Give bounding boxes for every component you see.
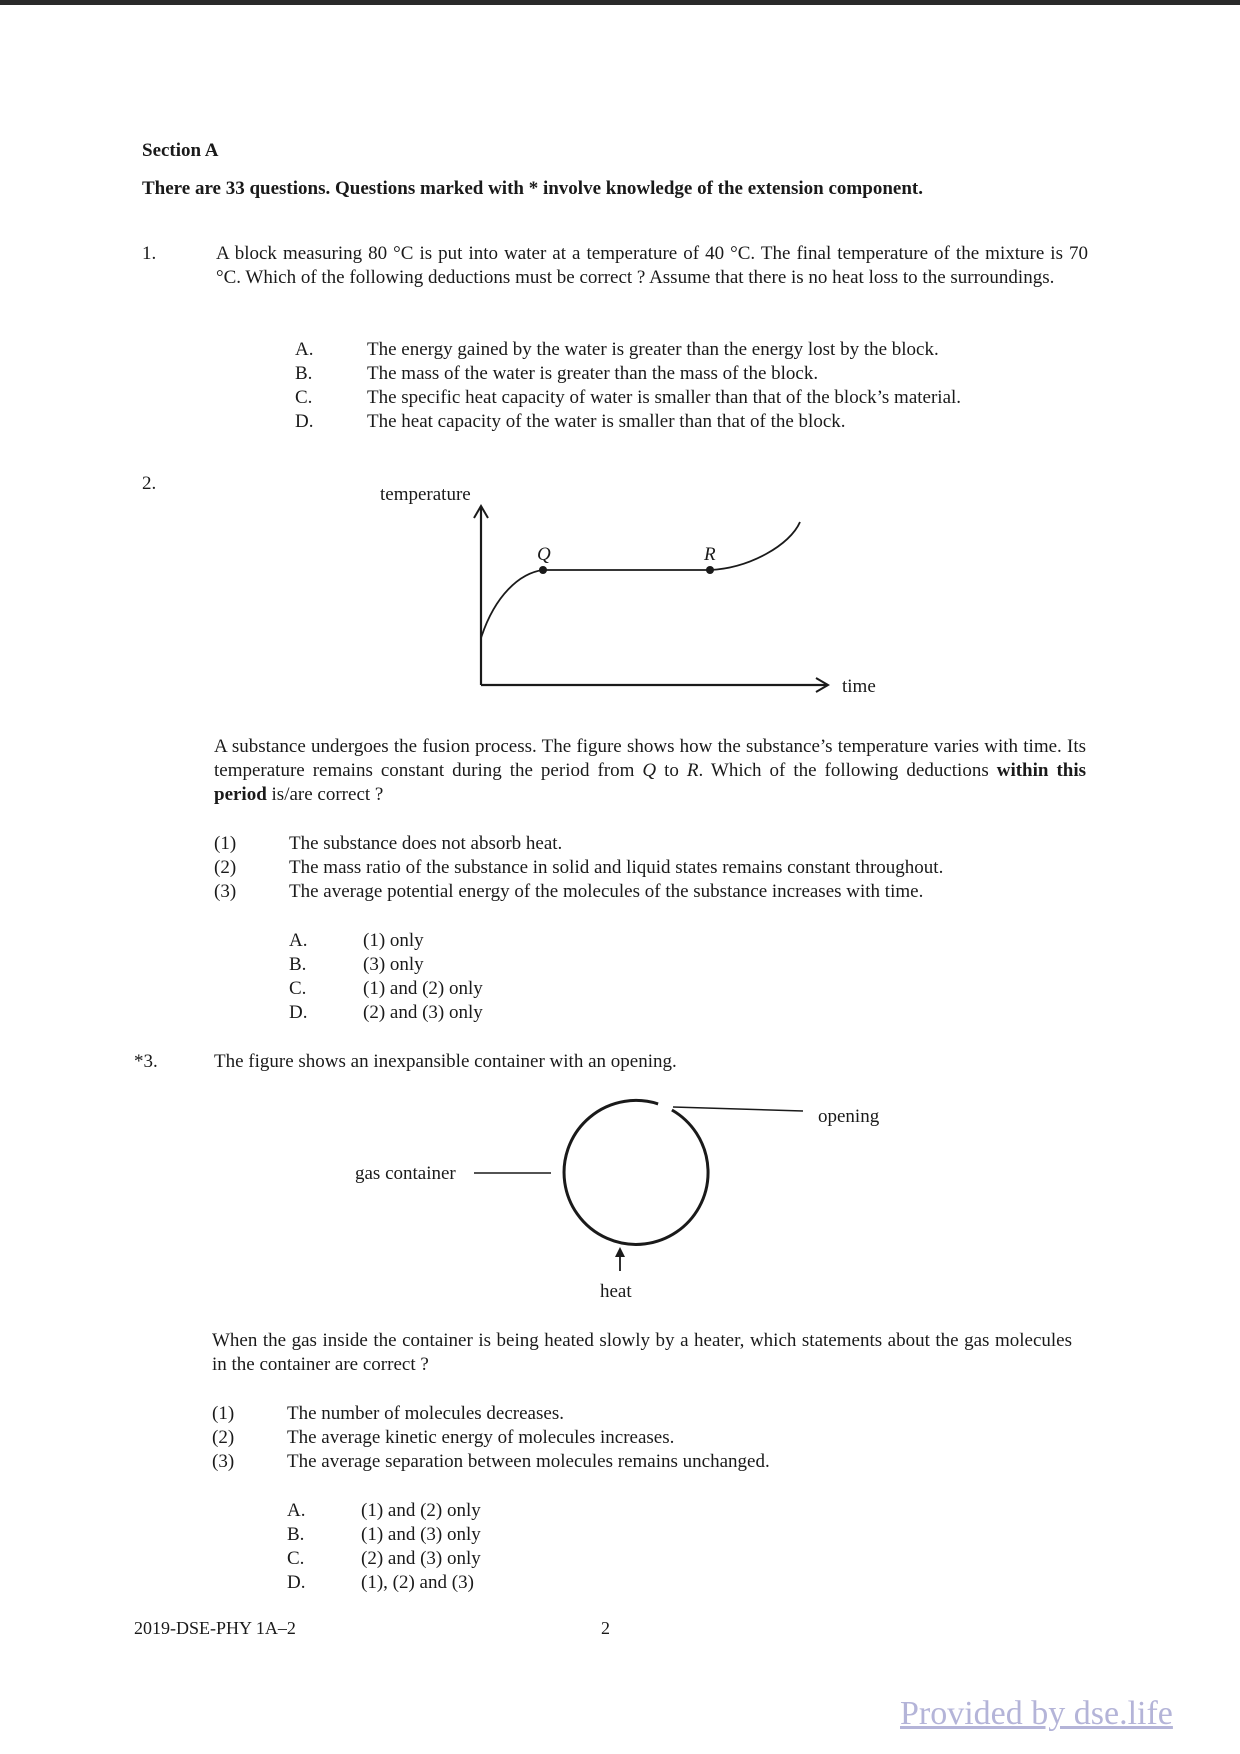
option-text: (1) and (3) only — [361, 1524, 481, 1545]
heat-arrow-head — [615, 1247, 625, 1257]
x-axis-label: time — [842, 676, 876, 697]
option-text: The energy gained by the water is greater than the energy lost by the block. — [367, 339, 939, 360]
question-stem: A block measuring 80 °C is put into water at a temperature of 40 °C. The final temperature of the mixture is 70 °C. Which of the following deductions must be correct ? Assume that there is no heat loss to the surroundings. — [216, 243, 1088, 288]
point-q-marker — [539, 566, 547, 574]
statement-text: The substance does not absorb heat. — [289, 833, 563, 854]
option-text: The specific heat capacity of water is smaller than that of the block’s material. — [367, 387, 962, 408]
option-letter: C. — [295, 387, 313, 408]
option-text: (1), (2) and (3) — [361, 1572, 474, 1593]
stem-text: A substance undergoes the fusion process. The figure shows how the substance’s temperature varies with time. Its temperature remains constant during the period from — [214, 736, 1086, 781]
option-letter: A. — [287, 1500, 306, 1521]
watermark-link[interactable]: Provided by dse.life — [900, 1695, 1173, 1732]
question-stem — [214, 735, 1086, 807]
statement-number: (1) — [214, 833, 237, 854]
y-axis-label: temperature — [380, 484, 471, 505]
option-text: (1) only — [363, 930, 424, 951]
option-text: (2) and (3) only — [363, 1002, 483, 1023]
option-text: The heat capacity of the water is smaller than that of the block. — [367, 411, 846, 432]
stem-r: R — [686, 760, 699, 781]
stem-text: . Which of the following deductions — [698, 760, 997, 781]
option-letter: A. — [289, 930, 308, 951]
opening-label: opening — [818, 1106, 880, 1127]
option-letter: D. — [287, 1572, 306, 1593]
option-letter: C. — [289, 978, 307, 999]
paper-code: 2019-DSE-PHY 1A–2 — [134, 1618, 296, 1638]
statement-number: (2) — [214, 857, 237, 878]
statement-number: (3) — [214, 881, 237, 902]
question-number: 1. — [142, 243, 157, 264]
option-letter: A. — [295, 339, 314, 360]
statement-text: The average kinetic energy of molecules increases. — [287, 1427, 675, 1448]
option-letter: C. — [287, 1548, 305, 1569]
option-text: (1) and (2) only — [361, 1500, 481, 1521]
option-text: (2) and (3) only — [361, 1548, 481, 1569]
question-intro: The figure shows an inexpansible container with an opening. — [214, 1051, 677, 1072]
section-title: Section A — [142, 140, 219, 161]
stem-text: to — [656, 760, 687, 781]
heating-curve — [481, 522, 800, 638]
statement-number: (1) — [212, 1403, 235, 1424]
option-text: The mass of the water is greater than the mass of the block. — [367, 363, 819, 384]
statement-text: The mass ratio of the substance in solid and liquid states remains constant throughout. — [289, 857, 944, 878]
option-letter: D. — [295, 411, 314, 432]
point-q-label: Q — [537, 544, 551, 565]
option-letter: B. — [287, 1524, 305, 1545]
option-letter: B. — [295, 363, 313, 384]
statement-number: (3) — [212, 1451, 235, 1472]
option-letter: D. — [289, 1002, 308, 1023]
top-edge-line — [0, 0, 1240, 5]
temperature-time-graph — [370, 470, 900, 710]
page-number: 2 — [601, 1618, 610, 1638]
stem-q: Q — [642, 760, 657, 781]
stem-emphasis: within this period — [214, 760, 1087, 805]
question-stem: When the gas inside the container is being heated slowly by a heater, which statements about the gas molecules in the container are correct ? — [212, 1330, 1072, 1375]
question-number: 2. — [142, 473, 157, 494]
option-text: (3) only — [363, 954, 424, 975]
opening-leader-line — [673, 1107, 803, 1111]
statement-text: The average separation between molecules remains unchanged. — [287, 1451, 770, 1472]
section-intro: There are 33 questions. Questions marked with * involve knowledge of the extension component. — [142, 178, 923, 199]
gas-container-outline — [564, 1100, 708, 1244]
option-text: (1) and (2) only — [363, 978, 483, 999]
statement-text: The number of molecules decreases. — [287, 1403, 564, 1424]
stem-text: is/are correct ? — [266, 784, 384, 805]
option-letter: B. — [289, 954, 307, 975]
gas-container-label: gas container — [355, 1163, 456, 1184]
statement-number: (2) — [212, 1427, 235, 1448]
question-number: *3. — [134, 1051, 158, 1072]
gas-container-diagram — [340, 1085, 920, 1305]
point-r-label: R — [704, 544, 716, 565]
heat-label: heat — [600, 1281, 632, 1302]
point-r-marker — [706, 566, 714, 574]
statement-text: The average potential energy of the molecules of the substance increases with time. — [289, 881, 924, 902]
